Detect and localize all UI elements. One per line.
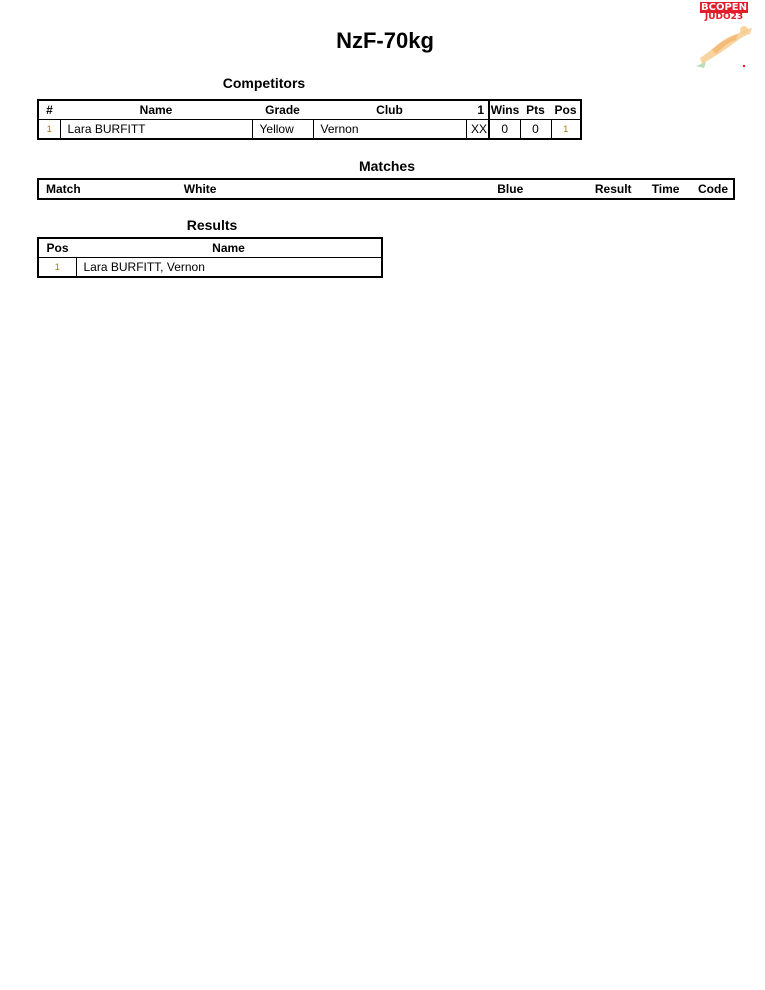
col-header-wins: Wins (489, 100, 520, 120)
result-name: Lara BURFITT, Vernon (83, 260, 205, 274)
competitor-round1: XX (466, 120, 489, 140)
col-header-num: # (38, 100, 60, 120)
table-row (38, 258, 382, 278)
results-section-title: Results (186, 217, 238, 233)
competitor-wins: 0 (489, 120, 520, 140)
competitors-table (37, 99, 582, 140)
page-title: NzF-70kg (336, 28, 434, 53)
matches-section-title: Matches (358, 158, 416, 174)
competitors-header-row (38, 100, 581, 120)
col-header-blue: Blue (497, 182, 524, 196)
matches-header-row (38, 179, 734, 199)
col-header-round1: 1 (466, 100, 489, 120)
judo-figure-icon (692, 22, 756, 70)
result-pos: 1 (38, 258, 76, 278)
competitor-pts: 0 (520, 120, 551, 140)
col-header-result-name: Name (76, 238, 382, 258)
col-header-code: Code (698, 182, 728, 196)
results-table (37, 237, 383, 278)
event-logo (692, 2, 756, 70)
col-header-pos: Pos (551, 100, 581, 120)
col-header-grade: Grade (252, 100, 313, 120)
competitor-club: Vernon (313, 120, 466, 140)
col-header-result: Result (594, 182, 632, 196)
table-row (38, 120, 581, 140)
col-header-white: White (183, 182, 217, 196)
col-header-pts: Pts (520, 100, 551, 120)
col-header-name: Name (60, 100, 252, 120)
col-header-result-pos: Pos (38, 238, 76, 258)
competitor-grade: Yellow (252, 120, 313, 140)
col-header-club: Club (313, 100, 466, 120)
col-header-match: Match (46, 182, 81, 196)
competitors-section-title: Competitors (222, 75, 306, 91)
competitor-pos: 1 (563, 124, 569, 134)
logo-line2: JUDO23 (704, 12, 744, 22)
logo-line1: BCOPEN (701, 2, 747, 13)
competitor-number: 1 (38, 120, 60, 140)
competitor-name: Lara BURFITT (60, 120, 252, 140)
matches-table (37, 178, 735, 200)
col-header-time: Time (651, 182, 680, 196)
results-header-row (38, 238, 382, 258)
